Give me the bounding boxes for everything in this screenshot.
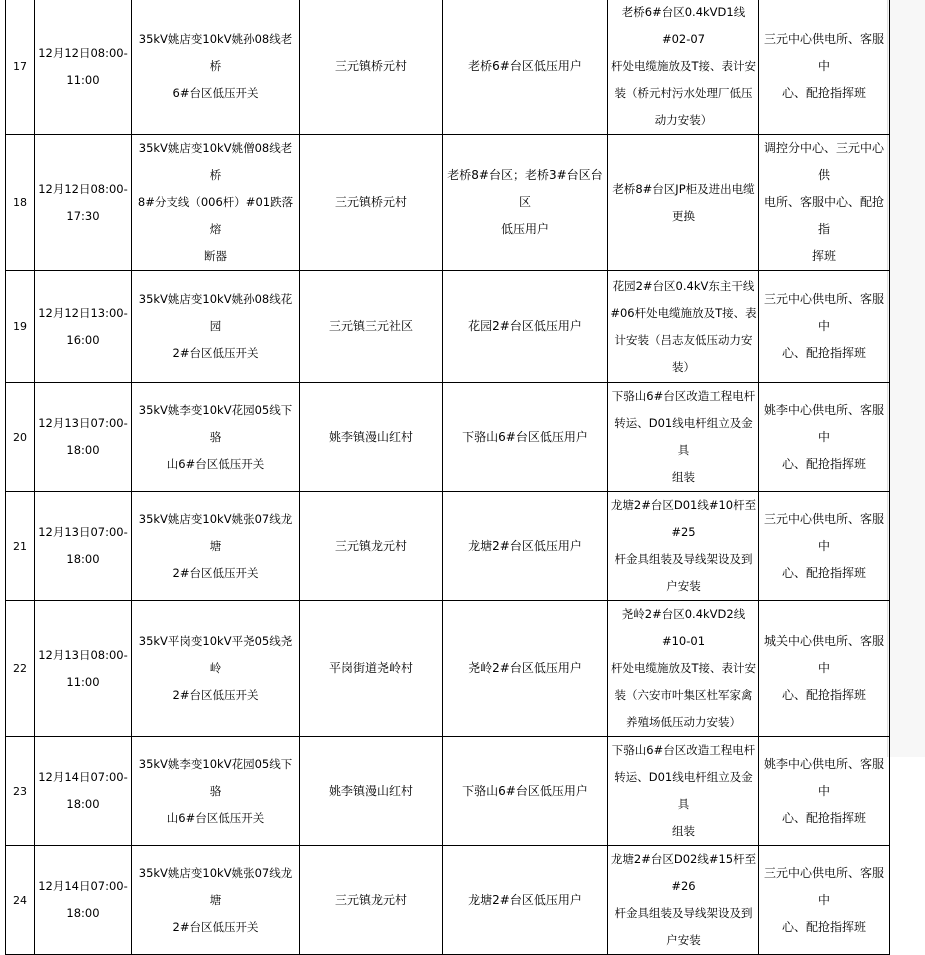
row-number: 22 <box>6 601 35 737</box>
switch-device: 35kV姚店变10kV姚张07线龙塘 2#台区低压开关 <box>138 511 293 580</box>
switch-device: 35kV姚店变10kV姚孙08线花园 2#台区低压开关 <box>138 292 293 360</box>
row-number: 23 <box>6 737 35 846</box>
location: 三元镇三元社区 <box>328 319 413 333</box>
outage-time: 12月13日08:00- 11:00 <box>38 647 128 689</box>
switch-device: 35kV姚李变10kV花园05线下骆 山6#台区低压开关 <box>138 756 293 825</box>
row-number: 20 <box>6 383 35 492</box>
location: 三元镇桥元村 <box>334 195 407 209</box>
switch-device: 35kV平岗变10kV平尧05线尧岭 2#台区低压开关 <box>138 634 293 702</box>
outage-time: 12月12日08:00- 17:30 <box>38 181 128 223</box>
switch-device: 35kV姚店变10kV姚张07线龙塘 2#台区低压开关 <box>138 865 293 934</box>
row-number: 24 <box>6 846 35 955</box>
location: 三元镇龙元村 <box>334 538 407 553</box>
table-row <box>6 271 890 383</box>
responsible-dept: 三元中心供电所、客服中 心、配抢指挥班 <box>763 32 884 100</box>
location: 姚李镇漫山红村 <box>328 783 413 798</box>
switch-device: 35kV姚李变10kV花园05线下骆 山6#台区低压开关 <box>138 402 293 471</box>
outage-time: 12月13日07:00- 18:00 <box>38 416 128 457</box>
responsible-dept: 调控分中心、三元中心供 电所、客服中心、配抢指 挥班 <box>763 141 884 263</box>
table-row <box>6 492 890 601</box>
work-content: 老桥8#台区JP柜及进出电缆 更换 <box>612 181 755 223</box>
work-content: 龙塘2#台区D02线#15杆至#26 杆金具组装及导线架设及到 户安装 <box>610 852 757 947</box>
row-number: 17 <box>6 0 35 135</box>
affected-users: 龙塘2#台区低压用户 <box>468 892 582 907</box>
switch-device: 35kV姚店变10kV姚孙08线老桥 6#台区低压开关 <box>138 32 293 100</box>
responsible-dept: 三元中心供电所、客服中 心、配抢指挥班 <box>763 865 884 934</box>
affected-users: 尧岭2#台区低压用户 <box>468 661 582 675</box>
outage-time: 12月12日08:00- 11:00 <box>38 45 128 87</box>
work-content: 老桥6#台区0.4kVD1线#02-07 杆处电缆施放及T接、表计安 装（桥元村污水处理厂低压 动力安装） <box>610 5 757 127</box>
affected-users: 下骆山6#台区低压用户 <box>462 783 588 798</box>
page-margin <box>887 0 925 757</box>
location: 三元镇桥元村 <box>334 59 407 73</box>
table-row <box>6 0 890 135</box>
responsible-dept: 三元中心供电所、客服中 心、配抢指挥班 <box>763 511 884 580</box>
table-row <box>6 135 890 271</box>
outage-time: 12月14日07:00- 18:00 <box>38 879 128 920</box>
work-content: 下骆山6#台区改造工程电杆 转运、D01线电杆组立及金具 组装 <box>611 743 756 838</box>
work-content: 尧岭2#台区0.4kVD2线#10-01 杆处电缆施放及T接、表计安 装（六安市叶集区杜军家禽 养殖场低压动力安装） <box>610 607 757 729</box>
switch-device: 35kV姚店变10kV姚僧08线老桥 8#分支线（006杆）#01跌落熔 断器 <box>137 141 294 263</box>
outage-time: 12月13日07:00- 18:00 <box>38 525 128 566</box>
outage-time: 12月12日13:00- 16:00 <box>38 305 128 347</box>
responsible-dept: 三元中心供电所、客服中 心、配抢指挥班 <box>763 292 884 360</box>
row-number: 21 <box>6 492 35 601</box>
location: 平岗街道尧岭村 <box>328 661 413 675</box>
responsible-dept: 姚李中心供电所、客服中 心、配抢指挥班 <box>763 402 884 471</box>
affected-users: 下骆山6#台区低压用户 <box>462 429 588 444</box>
outage-time: 12月14日07:00- 18:00 <box>38 770 128 811</box>
table-row <box>6 601 890 737</box>
affected-users: 花园2#台区低压用户 <box>468 319 582 333</box>
table-row <box>6 383 890 492</box>
table-row <box>6 846 890 955</box>
affected-users: 龙塘2#台区低压用户 <box>468 538 582 553</box>
work-content: 花园2#台区0.4kV东主干线 #06杆处电缆施放及T接、表 计安装（吕志友低压动力安 装） <box>610 278 757 374</box>
work-content: 龙塘2#台区D01线#10杆至#25 杆金具组装及导线架设及到 户安装 <box>610 498 757 593</box>
row-number: 19 <box>6 271 35 383</box>
affected-users: 老桥8#台区；老桥3#台区台区 低压用户 <box>447 168 603 236</box>
responsible-dept: 城关中心供电所、客服中 心、配抢指挥班 <box>763 634 884 702</box>
outage-schedule-table <box>5 0 890 955</box>
location: 姚李镇漫山红村 <box>328 429 413 444</box>
location: 三元镇龙元村 <box>334 892 407 907</box>
affected-users: 老桥6#台区低压用户 <box>468 59 582 73</box>
responsible-dept: 姚李中心供电所、客服中 心、配抢指挥班 <box>763 756 884 825</box>
table-row <box>6 737 890 846</box>
row-number: 18 <box>6 135 35 271</box>
work-content: 下骆山6#台区改造工程电杆 转运、D01线电杆组立及金具 组装 <box>611 389 756 484</box>
